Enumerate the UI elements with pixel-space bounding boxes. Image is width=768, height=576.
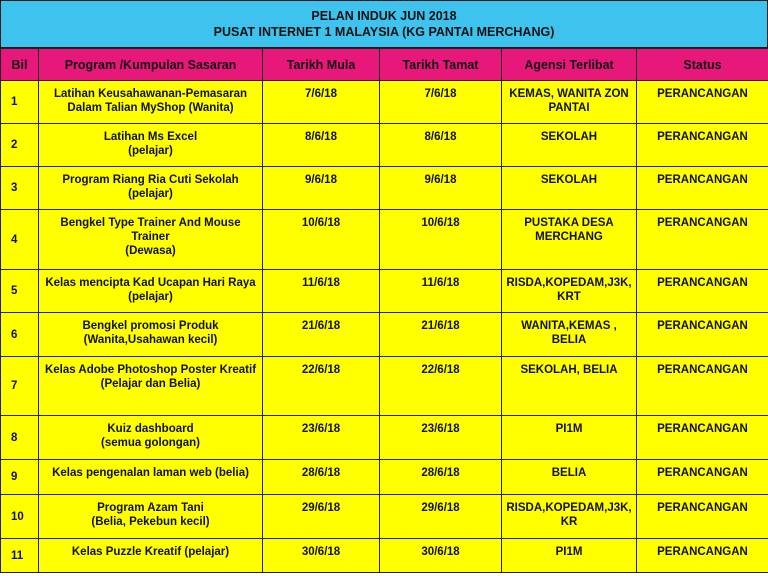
cell-line: (Dewasa): [125, 245, 176, 257]
cell-program: [39, 357, 263, 416]
cell-line: Bengkel promosi Produk: [82, 320, 219, 332]
cell-line: PANTAI: [548, 102, 590, 114]
cell-status: PERANCANGAN: [637, 81, 768, 124]
cell-tarikh-tamat: 9/6/18: [380, 167, 502, 210]
cell-tarikh-tamat: 21/6/18: [380, 313, 502, 357]
cell-line: Kelas pengenalan laman web (belia): [52, 467, 249, 479]
cell-status: PERANCANGAN: [637, 270, 768, 313]
table-row: [1, 357, 768, 416]
cell-line: MERCHANG: [535, 231, 603, 243]
cell-line: (Belia, Pekebun kecil): [91, 516, 210, 528]
cell-bil: 3: [1, 167, 39, 210]
cell-line: BELIA: [551, 334, 587, 346]
cell-line: (semua golongan): [100, 437, 201, 449]
cell-bil: 4: [1, 210, 39, 270]
cell-tarikh-tamat: 29/6/18: [380, 495, 502, 539]
cell-bil: 9: [1, 460, 39, 495]
page-title: PELAN INDUK JUN 2018: [311, 9, 457, 23]
cell-bil: 8: [1, 416, 39, 460]
cell-agensi: [502, 416, 637, 460]
cell-status: PERANCANGAN: [637, 416, 768, 460]
cell-program: [39, 167, 263, 210]
cell-tarikh-mula: 11/6/18: [263, 270, 380, 313]
cell-line: Program Azam Tani: [97, 502, 204, 514]
cell-line: (Wanita,Usahawan kecil): [83, 334, 218, 346]
cell-tarikh-tamat: 8/6/18: [380, 124, 502, 167]
cell-bil: 6: [1, 313, 39, 357]
schedule-table: [0, 48, 768, 573]
cell-line: Kelas mencipta Kad Ucapan Hari Raya: [45, 277, 256, 289]
cell-line: Kuiz dashboard: [107, 423, 194, 435]
cell-tarikh-tamat: 23/6/18: [380, 416, 502, 460]
cell-line: (pelajar): [128, 145, 173, 157]
cell-status: PERANCANGAN: [637, 495, 768, 539]
cell-line: Bengkel Type Trainer And Mouse: [60, 217, 241, 229]
cell-line: WANITA,KEMAS ,: [521, 320, 617, 332]
cell-tarikh-tamat: 30/6/18: [380, 539, 502, 573]
header-tarikh-mula: Tarikh Mula: [263, 49, 380, 81]
title-bar: [0, 0, 768, 48]
header-tarikh-tamat: Tarikh Tamat: [380, 49, 502, 81]
cell-tarikh-tamat: 22/6/18: [380, 357, 502, 416]
cell-tarikh-mula: 22/6/18: [263, 357, 380, 416]
cell-line: (Pelajar dan Belia): [100, 378, 201, 390]
cell-status: PERANCANGAN: [637, 167, 768, 210]
cell-program: [39, 210, 263, 270]
cell-line: PUSTAKA DESA: [524, 217, 614, 229]
cell-agensi: [502, 357, 637, 416]
cell-line: SEKOLAH: [540, 174, 598, 186]
cell-line: Latihan Ms Excel: [103, 131, 198, 143]
cell-tarikh-mula: 29/6/18: [263, 495, 380, 539]
cell-line: (pelajar): [128, 291, 173, 303]
cell-program: [39, 416, 263, 460]
cell-tarikh-mula: 9/6/18: [263, 167, 380, 210]
table-row: [1, 210, 768, 270]
cell-line: Dalam Talian MyShop (Wanita): [67, 102, 234, 114]
cell-tarikh-tamat: 7/6/18: [380, 81, 502, 124]
table-row: [1, 460, 768, 495]
cell-line: KEMAS, WANITA ZON: [509, 88, 629, 100]
cell-line: Kelas Puzzle Kreatif (pelajar): [71, 546, 230, 558]
cell-line: Trainer: [131, 231, 170, 243]
table-body: [1, 81, 768, 573]
table-row: [1, 124, 768, 167]
cell-bil: 1: [1, 81, 39, 124]
cell-agensi: [502, 495, 637, 539]
cell-status: PERANCANGAN: [637, 313, 768, 357]
cell-tarikh-mula: 23/6/18: [263, 416, 380, 460]
cell-line: Kelas Adobe Photoshop Poster Kreatif: [44, 364, 257, 376]
cell-line: PI1M: [555, 546, 583, 558]
cell-line: SEKOLAH, BELIA: [520, 364, 618, 376]
table-row: [1, 495, 768, 539]
cell-status: PERANCANGAN: [637, 539, 768, 573]
cell-tarikh-mula: 8/6/18: [263, 124, 380, 167]
cell-status: PERANCANGAN: [637, 210, 768, 270]
cell-program: [39, 495, 263, 539]
cell-tarikh-tamat: 28/6/18: [380, 460, 502, 495]
cell-line: Latihan Keusahawanan-Pemasaran: [53, 88, 247, 100]
header-status: Status: [637, 49, 768, 81]
cell-tarikh-mula: 7/6/18: [263, 81, 380, 124]
cell-program: [39, 313, 263, 357]
cell-line: BELIA: [551, 467, 587, 479]
cell-bil: 2: [1, 124, 39, 167]
cell-tarikh-tamat: 11/6/18: [380, 270, 502, 313]
cell-line: SEKOLAH: [540, 131, 598, 143]
table-row: [1, 313, 768, 357]
header-bil: Bil: [1, 49, 39, 81]
cell-program: [39, 539, 263, 573]
cell-program: [39, 81, 263, 124]
cell-line: PI1M: [555, 423, 583, 435]
cell-tarikh-mula: 10/6/18: [263, 210, 380, 270]
cell-agensi: [502, 313, 637, 357]
cell-agensi: [502, 460, 637, 495]
cell-program: [39, 460, 263, 495]
cell-program: [39, 124, 263, 167]
cell-bil: 7: [1, 357, 39, 416]
header-program: Program /Kumpulan Sasaran: [39, 49, 263, 81]
cell-tarikh-mula: 21/6/18: [263, 313, 380, 357]
cell-agensi: [502, 270, 637, 313]
table-row: [1, 81, 768, 124]
table-row: [1, 539, 768, 573]
cell-agensi: [502, 81, 637, 124]
cell-agensi: [502, 210, 637, 270]
cell-agensi: [502, 539, 637, 573]
cell-tarikh-mula: 30/6/18: [263, 539, 380, 573]
cell-agensi: [502, 124, 637, 167]
cell-bil: 10: [1, 495, 39, 539]
cell-line: Program Riang Ria Cuti Sekolah: [62, 174, 239, 186]
table-header-row: [1, 49, 768, 81]
cell-bil: 5: [1, 270, 39, 313]
cell-status: PERANCANGAN: [637, 460, 768, 495]
cell-status: PERANCANGAN: [637, 124, 768, 167]
cell-bil: 11: [1, 539, 39, 573]
cell-line: RISDA,KOPEDAM,J3K,: [506, 277, 632, 289]
cell-tarikh-mula: 28/6/18: [263, 460, 380, 495]
cell-line: KR: [560, 516, 578, 528]
header-agensi: Agensi Terlibat: [502, 49, 637, 81]
cell-line: RISDA,KOPEDAM,J3K,: [506, 502, 632, 514]
cell-program: [39, 270, 263, 313]
table-row: [1, 416, 768, 460]
page-subtitle: PUSAT INTERNET 1 MALAYSIA (KG PANTAI MERCHANG): [213, 25, 555, 39]
table-row: [1, 167, 768, 210]
cell-agensi: [502, 167, 637, 210]
cell-line: (pelajar): [128, 188, 173, 200]
table-row: [1, 270, 768, 313]
cell-tarikh-tamat: 10/6/18: [380, 210, 502, 270]
cell-status: PERANCANGAN: [637, 357, 768, 416]
cell-line: KRT: [557, 291, 581, 303]
